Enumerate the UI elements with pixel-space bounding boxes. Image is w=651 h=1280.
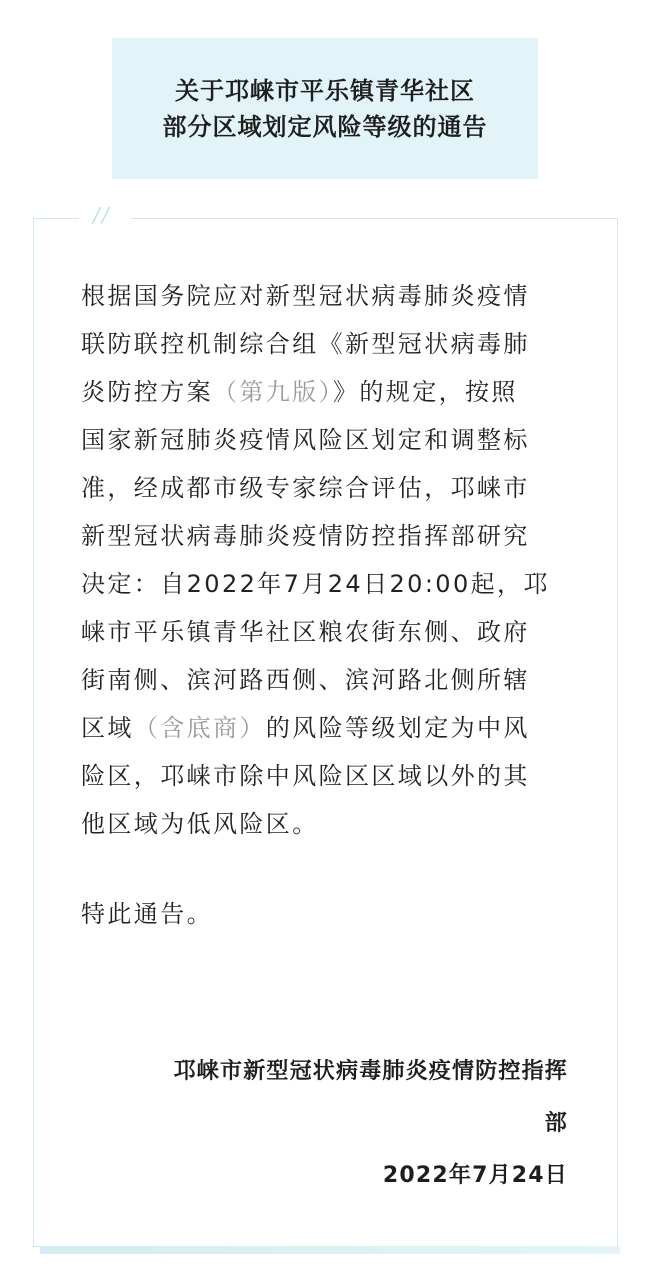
body-text-segment: 》的规定，按照 <box>333 378 518 406</box>
card-bottom-shadow <box>40 1246 620 1254</box>
issuing-organization-line-1: 邛崃市新型冠状病毒肺炎疫情防控指挥 <box>173 1059 568 1084</box>
notice-title-line-2: 部分区域划定风险等级的通告 <box>162 112 488 141</box>
body-line: 联防联控机制综合组《新型冠状病毒肺 <box>81 330 530 358</box>
notice-body <box>81 272 581 848</box>
decorative-slash-mark: // <box>93 203 111 227</box>
body-line: 他区域为低风险区。 <box>81 810 319 838</box>
signature-block <box>174 1046 568 1202</box>
body-line: 准，经成都市级专家综合评估，邛崃市 <box>81 474 530 502</box>
edition-note: （第九版） <box>213 378 333 406</box>
closing-statement: 特此通告。 <box>81 900 213 928</box>
body-line: 街南侧、滨河路西侧、滨河路北侧所辖 <box>81 666 530 694</box>
shops-note: （含底商） <box>133 714 266 742</box>
body-text-segment: 区域 <box>81 714 134 742</box>
body-line <box>81 368 581 416</box>
title-banner <box>112 38 538 179</box>
issuing-organization-line-2: 部 <box>544 1111 568 1136</box>
body-text-segment: 炎防控方案 <box>81 378 213 406</box>
body-line: 崃市平乐镇青华社区粮农街东侧、政府 <box>81 618 530 646</box>
body-line: 险区，邛崃市除中风险区区域以外的其 <box>81 762 530 790</box>
card-top-border-right <box>131 218 618 219</box>
body-line: 新型冠状病毒肺炎疫情防控指挥部研究 <box>81 522 530 550</box>
notice-title-line-1: 关于邛崃市平乐镇青华社区 <box>175 76 475 105</box>
body-line: 根据国务院应对新型冠状病毒肺炎疫情 <box>81 282 530 310</box>
body-line: 决定：自2022年7月24日20:00起，邛 <box>81 570 550 598</box>
card-top-border-left <box>33 218 79 219</box>
body-line <box>81 704 581 752</box>
body-line: 国家新冠肺炎疫情风险区划定和调整标 <box>81 426 530 454</box>
issue-date: 2022年7月24日 <box>382 1163 568 1188</box>
body-text-segment: 的风险等级划定为中风 <box>265 714 530 742</box>
